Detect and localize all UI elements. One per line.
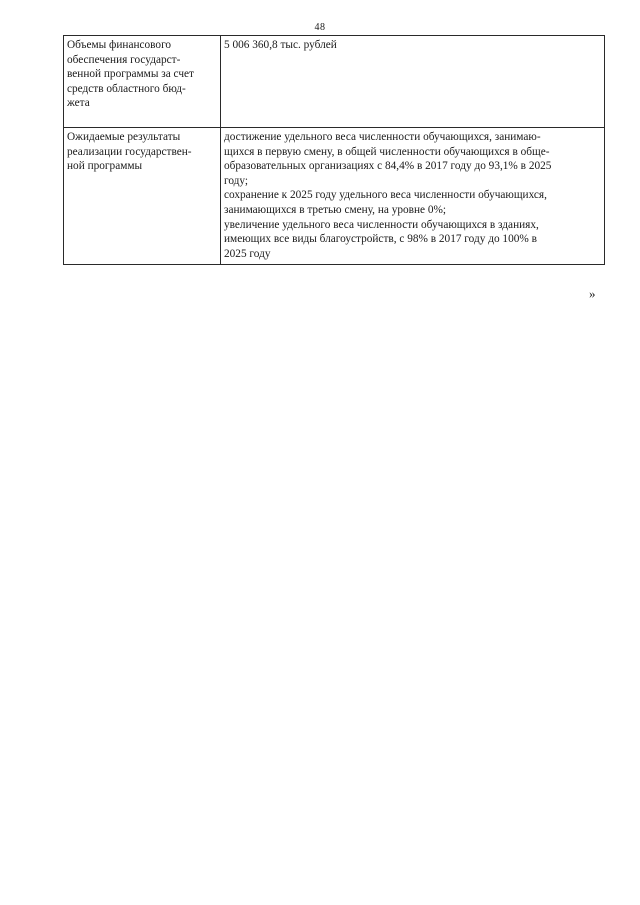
value-line: образовательных организациях с 84,4% в 2017 году до 93,1% в 2025 xyxy=(224,160,552,173)
value-line: 5 006 360,8 тыс. рублей xyxy=(224,39,337,51)
label-line: Объемы финансового xyxy=(67,39,172,51)
value-line: имеющих все виды благоустройств, с 98% в 2017 году до 100% в xyxy=(224,233,537,246)
value-line: занимающихся в третью смену, на уровне 0%; xyxy=(224,203,447,216)
value-line: увеличение удельного веса численности обучающихся в зданиях, xyxy=(224,218,539,231)
label-line: реализации государствен- xyxy=(67,145,192,158)
row-label-cell xyxy=(64,128,221,265)
program-passport-table xyxy=(63,35,605,265)
label-line: венной программы за счет xyxy=(67,68,194,81)
value-line: щихся в первую смену, в общей численности обучающихся в обще- xyxy=(224,145,550,158)
value-line: году; xyxy=(224,174,249,187)
label-line: Ожидаемые результаты xyxy=(67,131,181,143)
row-value-cell xyxy=(221,128,605,265)
label-line: обеспечения государст- xyxy=(67,53,181,66)
value-line: сохранение к 2025 году удельного веса численности обучающихся, xyxy=(224,189,547,202)
row-label-cell xyxy=(64,36,221,128)
value-line: 2025 году xyxy=(224,247,271,260)
value-line: достижение удельного веса численности обучающихся, занимаю- xyxy=(224,131,541,143)
label-line: средств областного бюд- xyxy=(67,82,186,95)
label-line: ной программы xyxy=(67,160,143,173)
row-value-cell xyxy=(221,36,605,128)
table-row xyxy=(64,128,605,265)
closing-quote: » xyxy=(589,286,596,301)
page-number: 48 xyxy=(314,22,326,33)
label-line: жета xyxy=(67,97,90,110)
table-row xyxy=(64,36,605,128)
